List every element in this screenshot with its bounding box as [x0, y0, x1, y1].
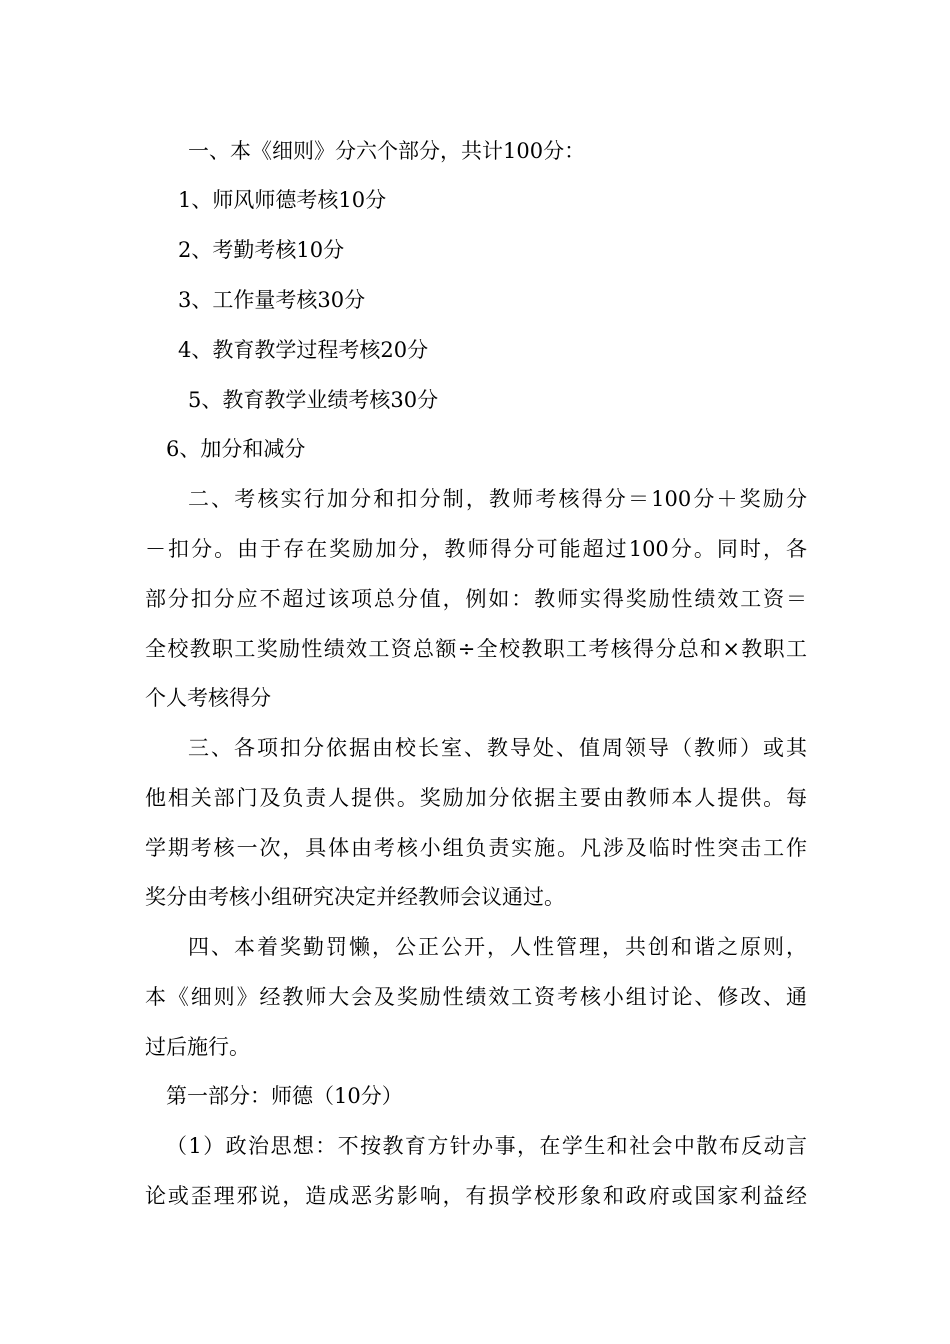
paragraph-3-line: 三、各项扣分依据由校长室、教导处、值周领导（教师）或其 — [188, 736, 807, 760]
paragraph-3-line: 学期考核一次，具体由考核小组负责实施。凡涉及临时性突击工作 — [145, 836, 807, 860]
paragraph-2-line: 部分扣分应不超过该项总分值，例如：教师实得奖励性绩效工资＝ — [145, 587, 807, 611]
paragraph-2-line: 二、考核实行加分和扣分制，教师考核得分＝100分＋奖励分 — [188, 487, 807, 511]
paragraph-3-line: 他相关部门及负责人提供。奖励加分依据主要由教师本人提供。每 — [145, 786, 807, 810]
paragraph-5-line: （1）政治思想：不按教育方针办事，在学生和社会中散布反动言 — [166, 1134, 807, 1158]
paragraph-5-line: 论或歪理邪说，造成恶劣影响，有损学校形象和政府或国家利益经 — [145, 1184, 807, 1208]
list-item: 2、考勤考核10分 — [178, 238, 345, 262]
paragraph-4-line: 过后施行。 — [145, 1035, 250, 1059]
paragraph-2-line: －扣分。由于存在奖励加分，教师得分可能超过100分。同时，各 — [145, 537, 807, 561]
paragraph-4-line: 本《细则》经教师大会及奖励性绩效工资考核小组讨论、修改、通 — [145, 985, 807, 1009]
paragraph-4-line: 四、本着奖勤罚懒，公正公开，人性管理，共创和谐之原则， — [188, 935, 807, 959]
section-1-heading: 一、本《细则》分六个部分，共计100分： — [188, 139, 586, 163]
list-item: 4、教育教学过程考核20分 — [178, 338, 429, 362]
paragraph-3-line: 奖分由考核小组研究决定并经教师会议通过。 — [145, 885, 565, 909]
paragraph-2-line: 全校教职工奖励性绩效工资总额÷全校教职工考核得分总和×教职工 — [145, 637, 807, 661]
list-item: 6、加分和减分 — [166, 437, 306, 461]
list-item: 3、工作量考核30分 — [178, 288, 366, 312]
paragraph-2-line: 个人考核得分 — [145, 686, 271, 710]
list-item: 1、师风师德考核10分 — [178, 188, 387, 212]
list-item: 5、教育教学业绩考核30分 — [188, 388, 439, 412]
part-1-heading: 第一部分：师德（10分） — [166, 1084, 403, 1108]
